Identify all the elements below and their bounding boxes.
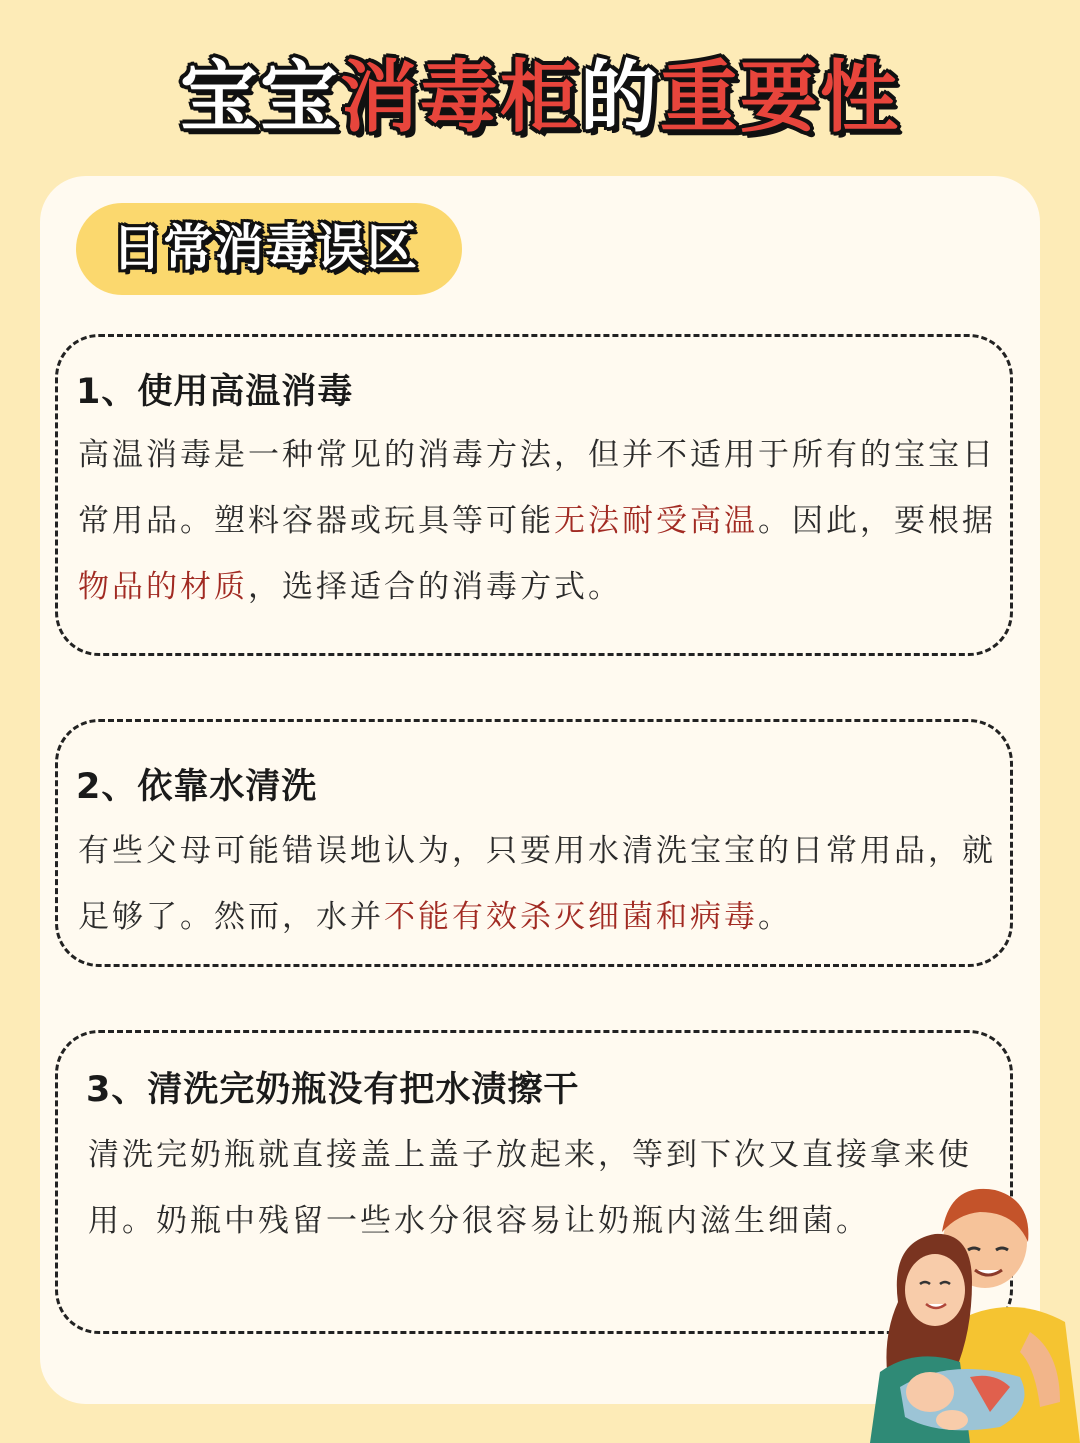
item-text-1: 高温消毒是一种常见的消毒方法，但并不适用于所有的宝宝日常用品。塑料容器或玩具等可能无法耐受高温。因此，要根据物品的材质，选择适合的消毒方式。 [78, 437, 996, 605]
family-illustration-icon [860, 1172, 1080, 1443]
section-label: 日常消毒误区 [112, 219, 418, 277]
page-title [0, 50, 1080, 146]
title-part-cabinet: 消毒柜 [339, 53, 580, 143]
item-text-3: 清洗完奶瓶就直接盖上盖子放起来，等到下次又直接拿来使用。奶瓶中残留一些水分很容易让奶瓶内滋生细菌。 [88, 1137, 972, 1239]
item-text-2: 有些父母可能错误地认为，只要用水清洗宝宝的日常用品，就足够了。然而，水并不能有效杀灭细菌和病毒。 [78, 833, 996, 935]
highlight-text: 不能有效杀灭细菌和病毒 [384, 899, 758, 935]
item-heading-3: 3、清洗完奶瓶没有把水渍擦干 [86, 1070, 580, 1110]
highlight-text: 无法耐受高温 [554, 503, 758, 539]
item-heading-2: 2、依靠水清洗 [76, 767, 318, 807]
title-part-baby: 宝宝 [179, 53, 340, 143]
title-part-of: 的 [580, 53, 661, 143]
item-heading-1: 1、使用高温消毒 [76, 372, 354, 412]
title-part-importance: 重要性 [660, 53, 901, 143]
highlight-text: 物品的材质 [78, 569, 248, 605]
